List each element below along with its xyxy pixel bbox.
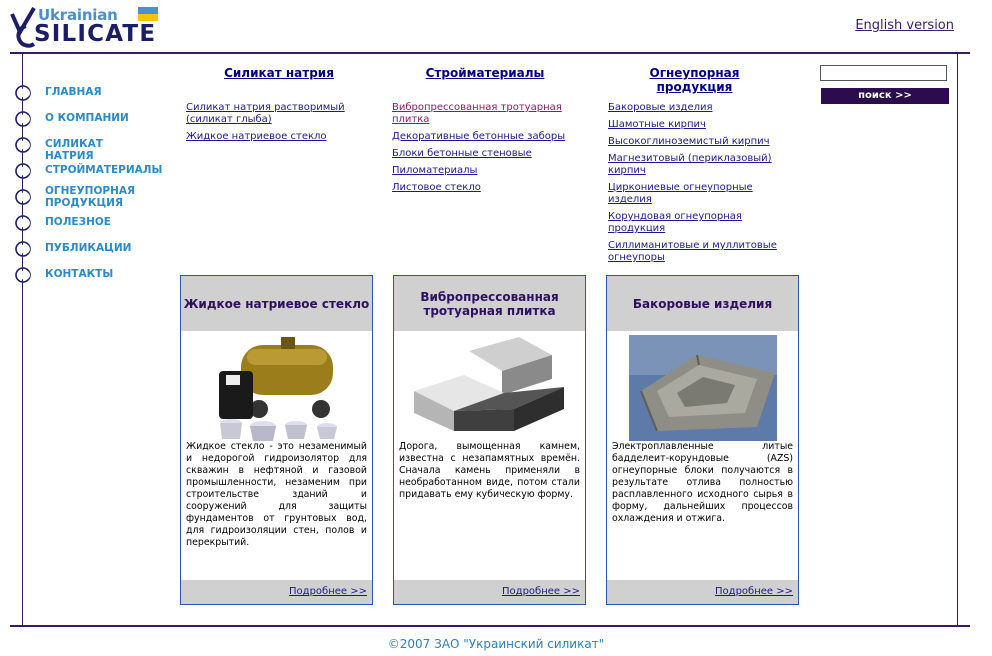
card-image-liquid-glass	[181, 331, 372, 441]
card-image-paving-tiles	[394, 331, 585, 441]
card-text: Жидкое стекло - это незаменимый и недорогой гидроизолятор для скважин в нефтяной и газовой промышленности, незаменим при строительстве зданий и сооружений для защиты фундаментов от грунтовых вод, для гидроизоляции стен, полов и перекрытий.	[186, 441, 367, 548]
card-footer	[394, 580, 585, 604]
card-title: Бакоровые изделия	[607, 276, 798, 331]
read-more-link[interactable]: Подробнее >>	[715, 586, 793, 597]
category-title-building-materials[interactable]: Стройматериалы	[425, 66, 545, 80]
card-footer	[607, 580, 798, 604]
link-item[interactable]: Блоки бетонные стеновые	[392, 148, 532, 159]
card-liquid-glass	[180, 275, 373, 605]
link-item[interactable]: Декоративные бетонные заборы	[392, 131, 566, 142]
search-input[interactable]	[820, 65, 947, 81]
link-item[interactable]: Бакоровые изделия	[608, 102, 713, 113]
card-text: Электроплавленные литые бадделеит-корундовые (AZS) огнеупорные блоки получаются в результате отлива полностью расплавленного исходного сырья в форму, дальнейших процессов охлаждения и отжига.	[612, 441, 793, 524]
links-sodium-silicate	[186, 102, 346, 148]
english-version-link[interactable]: English version	[855, 18, 954, 33]
link-item[interactable]: Силлиманитовые и муллитовые огнеупоры	[608, 240, 777, 263]
card-paving-tiles	[393, 275, 586, 605]
link-item[interactable]: Корундовая огнеупорная продукция	[608, 211, 742, 234]
link-item[interactable]: Вибропрессованная тротуарная плитка	[392, 102, 562, 125]
bullet-icon	[14, 188, 32, 206]
bullet-icon	[14, 266, 32, 284]
bullet-icon	[14, 214, 32, 232]
search-button[interactable]: поиск >>	[821, 88, 949, 104]
nav-label: ГЛАВНАЯ	[45, 86, 102, 98]
right-border	[957, 54, 958, 625]
nav-label: СИЛИКАТ НАТРИЯ	[45, 138, 103, 162]
footer-divider	[10, 625, 970, 627]
link-item[interactable]: Высокоглиноземистый кирпич	[608, 136, 770, 147]
links-building-materials	[392, 102, 567, 199]
card-text: Дорога, вымощенная камнем, известна с незапамятных времён. Сначала камень применяли в необработанном виде, потом стали придавать ему кубическую форму.	[399, 441, 580, 500]
link-item[interactable]: Листовое стекло	[392, 182, 481, 193]
bullet-icon	[14, 110, 32, 128]
bullet-icon	[14, 240, 32, 258]
link-item[interactable]: Пиломатериалы	[392, 165, 478, 176]
read-more-link[interactable]: Подробнее >>	[289, 586, 367, 597]
link-item[interactable]: Жидкое натриевое стекло	[186, 131, 327, 142]
link-item[interactable]: Циркониевые огнеупорные изделия	[608, 182, 753, 205]
link-item[interactable]: Магнезитовый (периклазовый) кирпич	[608, 153, 772, 176]
bullet-icon	[14, 84, 32, 102]
nav-label: ПУБЛИКАЦИИ	[45, 242, 132, 254]
category-title-refractory[interactable]: Огнеупорная продукция	[649, 66, 740, 94]
card-footer	[181, 580, 372, 604]
link-item[interactable]: Силикат натрия растворимый (силикат глыба)	[186, 102, 345, 125]
nav-label: ОГНЕУПОРНАЯ ПРОДУКЦИЯ	[45, 185, 136, 209]
category-title-sodium-silicate[interactable]: Силикат натрия	[224, 66, 334, 80]
card-title: Жидкое натриевое стекло	[181, 276, 372, 331]
header-divider	[10, 52, 970, 54]
bullet-icon	[14, 136, 32, 154]
logo-text-bottom: SILICATE	[34, 21, 157, 47]
logo-text-top: Ukrainian	[38, 6, 118, 24]
copyright: ©2007 ЗАО "Украинский силикат"	[387, 637, 605, 651]
card-image-bakor-products	[607, 331, 798, 441]
card-title: Вибропрессованная тротуарная плитка	[394, 276, 585, 331]
nav-label: О КОМПАНИИ	[45, 112, 129, 124]
links-refractory	[608, 102, 788, 269]
logo[interactable]	[10, 4, 162, 48]
nav-label: СТРОЙМАТЕРИАЛЫ	[45, 164, 163, 176]
link-item[interactable]: Шамотные кирпич	[608, 119, 706, 130]
bullet-icon	[14, 162, 32, 180]
nav-label: КОНТАКТЫ	[45, 268, 114, 280]
card-bakor-products	[606, 275, 799, 605]
read-more-link[interactable]: Подробнее >>	[502, 586, 580, 597]
nav-label: ПОЛЕЗНОЕ	[45, 216, 111, 228]
